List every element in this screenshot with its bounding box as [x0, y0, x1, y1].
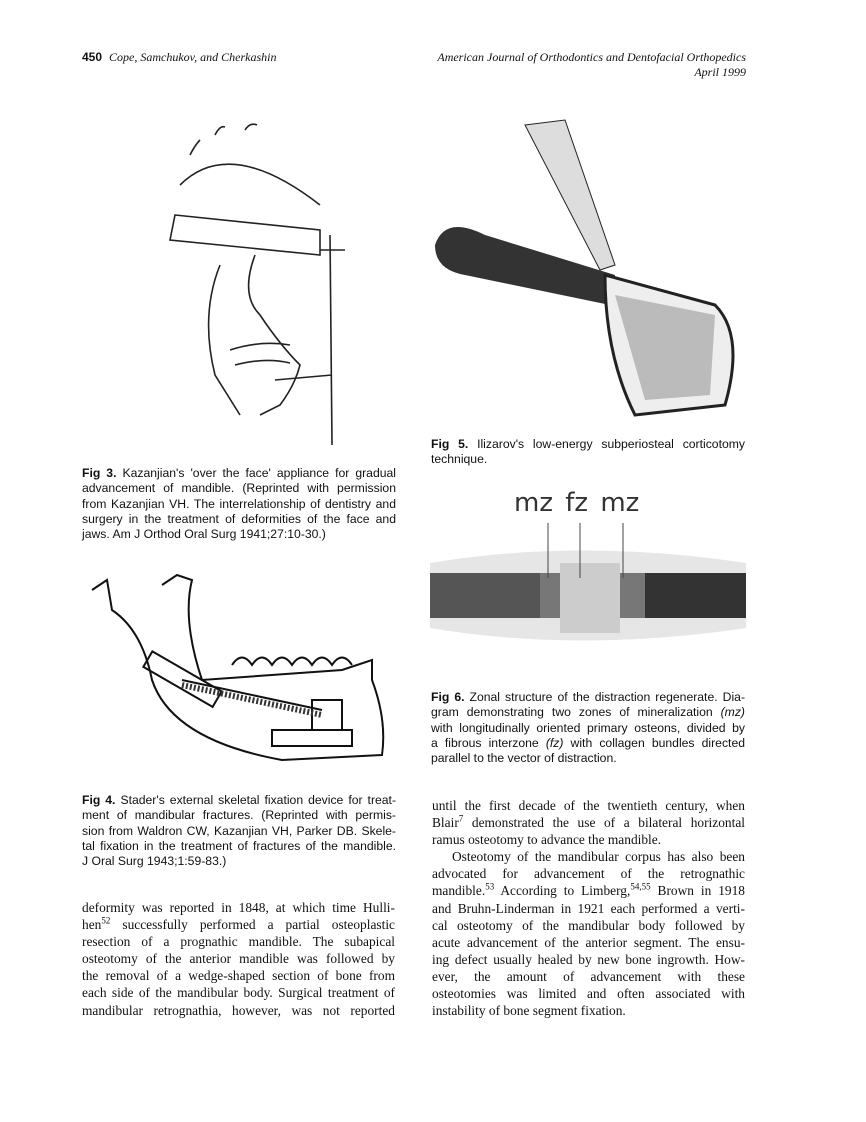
- caption-line: Zonal structure of the distraction regenerate. Dia-: [464, 690, 745, 704]
- text-line: Osteotomy of the mandibular corpus has also been: [452, 849, 745, 865]
- text-line: hen$^{52}$ successfully performed a partial osteoplastic: [82, 915, 395, 933]
- text-line: ramus osteotomy to advance the mandible.: [432, 832, 662, 848]
- text-line: osteotomies was limited and often associated with: [432, 986, 745, 1002]
- caption-line: ment of mandibular fractures. (Reprinted with permis-: [82, 808, 396, 823]
- caption-line: parallel to the vector of distraction.: [431, 751, 617, 766]
- text-line: until the first decade of the twentieth century, when: [432, 798, 745, 813]
- text-line: deformity was reported in 1848, at which time Hulli-: [82, 900, 395, 915]
- caption-line: tal fixation in the treatment of fractures of the mandible.: [82, 838, 396, 853]
- journal-name: American Journal of Orthodontics and Dentofacial Orthopedics: [437, 50, 746, 64]
- zone-label-mz: mz: [600, 488, 640, 518]
- authors: Cope, Samchukov, and Cherkashin: [109, 50, 277, 64]
- zone-labels: [514, 488, 639, 518]
- text-line: advocated for advancement of the retrognathic: [432, 866, 745, 882]
- caption-line: surgery in the treatment of deformities of the face and: [82, 511, 396, 526]
- text-line: osteotomy of the anterior mandible was followed by: [82, 951, 395, 967]
- text-line: ever, the amount of advancement with these: [432, 968, 745, 984]
- text-line: Blair$^7$ demonstrated the use of a bilateral horizontal: [432, 813, 745, 831]
- text-line: the removal of a wedge-shaped section of bone from: [82, 968, 395, 984]
- fig5-label: Fig 5.: [431, 437, 469, 451]
- fig4-caption: [82, 793, 396, 869]
- fig3-label: Fig 3.: [82, 466, 117, 480]
- page-number: 450: [82, 50, 103, 64]
- running-header-right: [437, 50, 746, 80]
- text-line: ing defect usually healed by new bone ingrowth. How-: [432, 951, 745, 967]
- zone-label-fz: fz: [565, 488, 589, 518]
- fig3-illustration: [160, 115, 370, 455]
- text-line: resection of a prognathic mandible. The subapical: [82, 934, 395, 950]
- text-line: cal osteotomy of the mandibular body followed by: [432, 917, 745, 933]
- issue-date: April 1999: [694, 65, 746, 79]
- caption-line: J Oral Surg 1943;1:59-83.): [82, 854, 227, 869]
- fig3-caption: [82, 466, 396, 542]
- caption-line: gram demonstrating two zones of mineralization (mz): [431, 705, 745, 720]
- fig5-caption: [431, 437, 745, 468]
- caption-line: Ilizarov's low-energy subperiosteal corticotomy: [468, 437, 745, 451]
- fig6-illustration: [430, 488, 746, 663]
- caption-line: jaws. Am J Orthod Oral Surg 1941;27:10-30.): [82, 527, 326, 542]
- running-header-left: [82, 50, 276, 65]
- text-line: mandibular retrognathia, however, was not reported: [82, 1002, 395, 1018]
- caption-line: technique.: [431, 452, 488, 467]
- fig6-label: Fig 6.: [431, 690, 465, 704]
- caption-line: a fibrous interzone (fz) with collagen bundles directed: [431, 735, 745, 750]
- caption-line: advancement of mandible. (Reprinted with permission: [82, 481, 396, 496]
- caption-line: from Kazanjian VH. The interrelationship of dentistry and: [82, 496, 396, 511]
- fig4-label: Fig 4.: [82, 793, 116, 807]
- caption-line: Kazanjian's 'over the face' appliance for gradual: [116, 466, 396, 480]
- text-line: instability of bone segment fixation.: [432, 1003, 626, 1019]
- text-line: and Bruhn-Linderman in 1921 each performed a verti-: [432, 900, 745, 916]
- fig5-illustration: [425, 115, 755, 425]
- body-text-right: [432, 797, 745, 1019]
- caption-line: Stader's external skeletal fixation device for treat-: [115, 793, 396, 807]
- text-line: mandible.$^{53}$ According to Limberg,$^{54,55}$ Brown in 1918: [432, 882, 745, 899]
- fig6-caption: [431, 690, 745, 766]
- body-text-left: [82, 899, 395, 1019]
- text-line: each side of the mandibular body. Surgical treatment of: [82, 985, 395, 1001]
- caption-line: with longitudinally oriented primary osteons, divided by: [431, 720, 745, 735]
- text-line: acute advancement of the anterior segment. The ensu-: [432, 934, 745, 950]
- zone-label-mz: mz: [514, 488, 553, 518]
- caption-line: sion from Waldron CW, Kazanjian VH, Parker DB. Skele-: [82, 823, 396, 838]
- fig4-illustration: [82, 570, 402, 775]
